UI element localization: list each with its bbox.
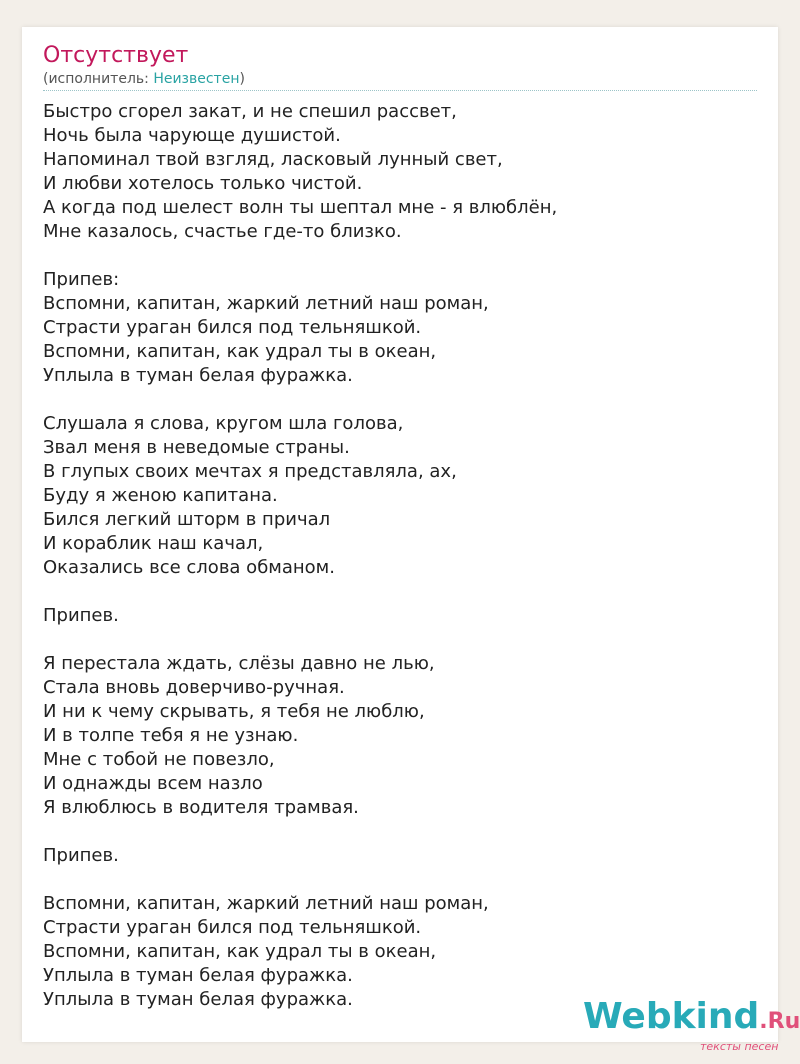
lyric-line: Мне с тобой не повезло, xyxy=(43,749,275,770)
lyric-line: Ночь была чарующе душистой. xyxy=(43,125,341,146)
logo-tld-text: .Ru xyxy=(759,1009,800,1034)
lyric-line: И однажды всем назло xyxy=(43,773,263,794)
artist-suffix: ) xyxy=(239,71,245,87)
stanza-gap xyxy=(43,244,763,268)
lyric-line: Мне казалось, счастье где-то близко. xyxy=(43,221,402,242)
lyric-line: Бился легкий шторм в причал xyxy=(43,509,331,530)
lyrics-body xyxy=(43,100,763,1012)
lyric-line: Стала вновь доверчиво-ручная. xyxy=(43,677,345,698)
artist-line xyxy=(43,70,245,88)
lyric-line: Припев. xyxy=(43,845,119,866)
lyric-line: И любви хотелось только чистой. xyxy=(43,173,363,194)
lyric-line: В глупых своих мечтах я представляла, ах, xyxy=(43,461,457,482)
lyric-line: Я перестала ждать, слёзы давно не лью, xyxy=(43,653,435,674)
logo-main-text: Webkind xyxy=(583,996,760,1037)
lyric-line: Вспомни, капитан, как удрал ты в океан, xyxy=(43,941,437,962)
lyric-line: Уплыла в туман белая фуражка. xyxy=(43,965,353,986)
lyric-line: Уплыла в туман белая фуражка. xyxy=(43,989,353,1010)
stanza-gap xyxy=(43,580,763,604)
lyric-line: Быстро сгорел закат, и не спешил рассвет, xyxy=(43,101,457,122)
lyric-line: А когда под шелест волн ты шептал мне - я влюблён, xyxy=(43,197,558,218)
lyric-line: И ни к чему скрывать, я тебя не люблю, xyxy=(43,701,425,722)
artist-prefix: (исполнитель: xyxy=(43,71,154,87)
stanza-gap xyxy=(43,820,763,844)
stanza-gap xyxy=(43,868,763,892)
lyric-line: Вспомни, капитан, как удрал ты в океан, xyxy=(43,341,437,362)
lyric-line: Припев: xyxy=(43,269,120,290)
lyric-line: Уплыла в туман белая фуражка. xyxy=(43,365,353,386)
lyric-line: Слушала я слова, кругом шла голова, xyxy=(43,413,404,434)
stanza-gap xyxy=(43,628,763,652)
lyric-line: Страсти ураган бился под тельняшкой. xyxy=(43,317,422,338)
lyric-line: Оказались все слова обманом. xyxy=(43,557,335,578)
lyric-line: Вспомни, капитан, жаркий летний наш роман, xyxy=(43,293,489,314)
song-title: Отсутствует xyxy=(43,43,189,68)
lyric-line: Буду я женою капитана. xyxy=(43,485,278,506)
lyric-line: И в толпе тебя я не узнаю. xyxy=(43,725,299,746)
lyric-line: И кораблик наш качал, xyxy=(43,533,264,554)
lyric-line: Припев. xyxy=(43,605,119,626)
logo-tagline: тексты песен xyxy=(700,1040,779,1053)
stanza-gap xyxy=(43,388,763,412)
lyric-line: Вспомни, капитан, жаркий летний наш роман, xyxy=(43,893,489,914)
lyric-line: Звал меня в неведомые страны. xyxy=(43,437,350,458)
webkind-logo[interactable] xyxy=(583,996,800,1037)
lyric-line: Я влюблюсь в водителя трамвая. xyxy=(43,797,359,818)
artist-link[interactable]: Неизвестен xyxy=(153,71,240,87)
lyric-line: Страсти ураган бился под тельняшкой. xyxy=(43,917,422,938)
title-divider xyxy=(43,90,757,91)
lyric-line: Напоминал твой взгляд, ласковый лунный свет, xyxy=(43,149,503,170)
